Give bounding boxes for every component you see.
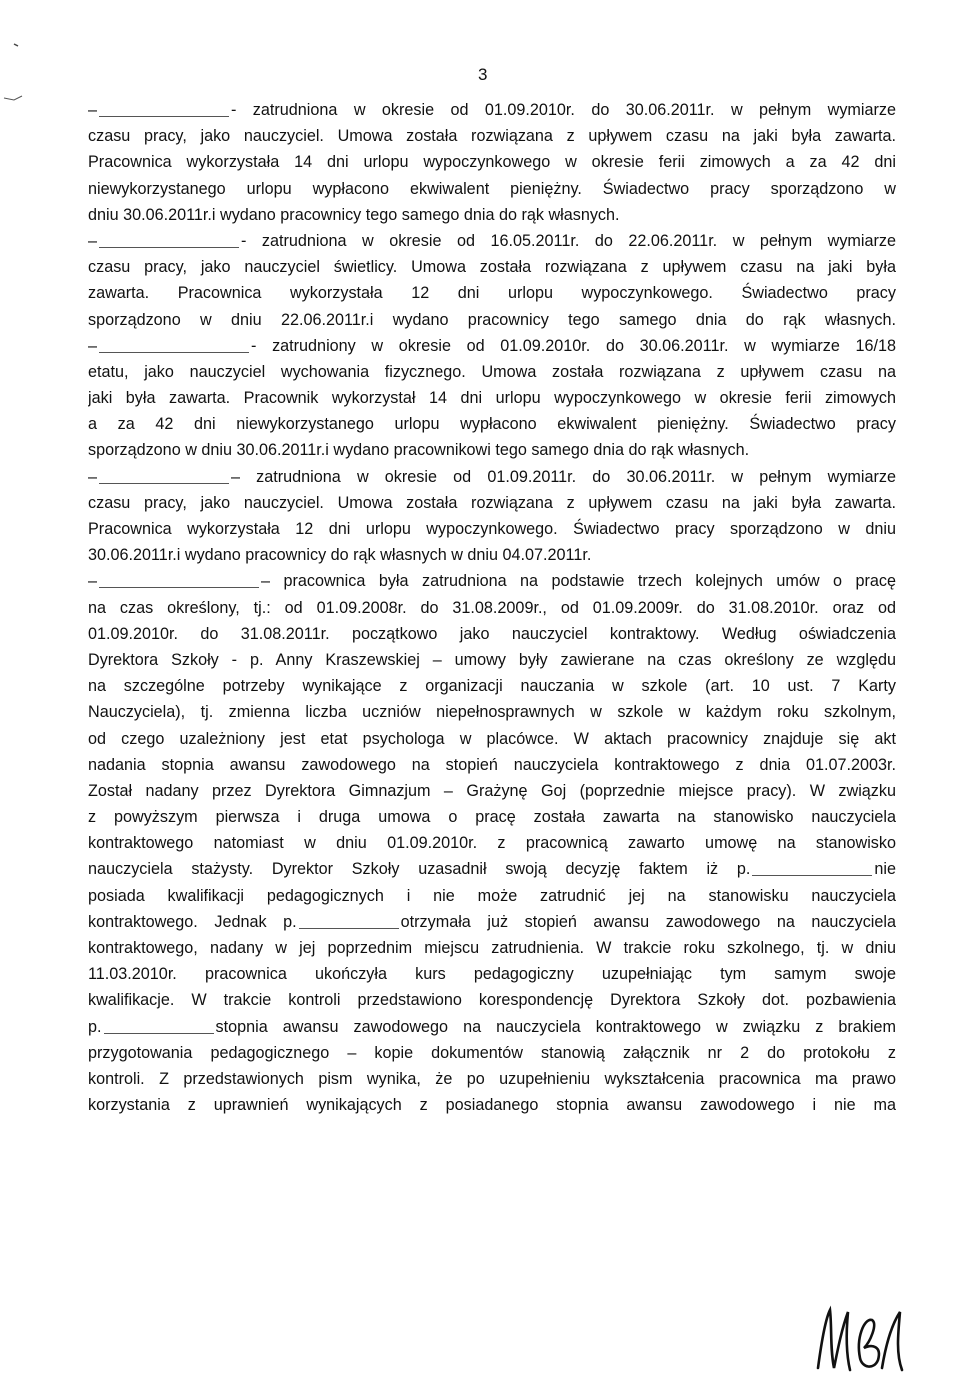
redacted-name [752, 861, 872, 876]
line-text: od czego uzależniony jest etat psychologa w placówce. W aktach pracownicy znajduje się akt [88, 729, 896, 748]
text-line [88, 359, 896, 385]
text-line [88, 333, 896, 359]
text-line [88, 699, 896, 725]
line-text: Dyrektora Szkoły - p. Anny Kraszewskiej – umowy były zawierane na czas określony ze względu [88, 650, 896, 669]
line-prefix: – [88, 336, 98, 355]
text-line [88, 149, 896, 175]
text-line [88, 726, 896, 752]
redacted-name [99, 573, 259, 588]
line-prefix: – [88, 101, 98, 119]
line-text: dniu 30.06.2011r.i wydano pracownicy tego samego dnia do rąk własnych. [88, 205, 620, 224]
line-text: 01.09.2010r. do 31.08.2011r. początkowo jako nauczyciel kontraktowy. Według oświadczenia [88, 624, 896, 643]
line-text: 30.06.2011r.i wydano pracownicy do rąk własnych w dniu 04.07.2011r. [88, 546, 592, 565]
line-text: czasu pracy, jako nauczyciel. Umowa została rozwiązana z upływem czasu na jaki była zawarta. [88, 127, 896, 146]
line-text: kontraktowego natomiast w dniu 01.09.2010r. z pracownicą zawarto umowę na stanowisko [88, 834, 896, 853]
handwritten-initials [812, 1298, 912, 1378]
text-line [88, 437, 896, 463]
line-text: czasu pracy, jako nauczyciel świetlicy. Umowa została rozwiązana z upływem czasu na jaki była [88, 258, 896, 277]
text-line [88, 202, 896, 228]
line-text: nie [874, 860, 896, 879]
line-text: sporządzono w dniu 30.06.2011r.i wydano pracownikowi tego samego dnia do rąk własnych. [88, 441, 750, 460]
line-text: Pracownica wykorzystała 12 dni urlopu wypoczynkowego. Świadectwo pracy sporządzono w dniu [88, 520, 896, 538]
redacted-name [99, 233, 239, 248]
line-text: Nauczyciela), tj. zmienna liczba uczniów niepełnosprawnych w szkole w każdym roku szkolnym, [88, 703, 896, 722]
page-number: 3 [478, 65, 488, 84]
line-text: na szczególne potrzeby wynikające z organizacji nauczania w szkole (art. 10 ust. 7 Karty [88, 677, 896, 696]
line-prefix: – [88, 467, 98, 486]
text-line [88, 595, 896, 621]
line-text: - zatrudniona w okresie od 16.05.2011r. do 22.06.2011r. w pełnym wymiarze [241, 231, 896, 250]
line-text: – pracownica była zatrudniona na podstawie trzech kolejnych umów o pracę [261, 572, 896, 591]
line-prefix: p. [88, 1017, 102, 1036]
redacted-name [99, 338, 249, 353]
redacted-name [99, 102, 229, 117]
text-line [88, 647, 896, 673]
line-text: niewykorzystanego urlopu wypłacono ekwiwalent pieniężny. Świadectwo pracy sporządzono w [88, 179, 896, 198]
line-text: – zatrudniona w okresie od 01.09.2011r. do 30.06.2011r. w pełnym wymiarze [231, 467, 896, 486]
line-text: Został nadany przez Dyrektora Gimnazjum – Grażynę Goj (poprzednie miejsce pracy). W związku [88, 781, 896, 800]
line-text: czasu pracy, jako nauczyciel. Umowa została rozwiązana z upływem czasu na jaki była zawarta. [88, 493, 896, 512]
text-line [88, 778, 896, 804]
line-text: zawarta. Pracownica wykorzystała 12 dni urlopu wypoczynkowego. Świadectwo pracy [88, 284, 896, 303]
line-prefix: kontraktowego. Jednak p. [88, 912, 297, 931]
line-prefix: nauczyciela stażysty. Dyrektor Szkoły uzasadnił swoją decyzję faktem iż p. [88, 860, 751, 879]
line-text: kwalifikacje. W trakcie kontroli przedstawiono korespondencję Dyrektora Szkoły dot. pozbawienia [88, 991, 896, 1010]
text-line [88, 516, 896, 542]
body-text [88, 97, 896, 1118]
text-line [88, 411, 896, 437]
line-text: a za 42 dni niewykorzystanego urlopu wypłacono ekwiwalent pieniężny. Świadectwo pracy [88, 415, 896, 434]
text-line [88, 1092, 896, 1118]
redacted-name [104, 1019, 214, 1034]
text-line [88, 1066, 896, 1092]
text-line [88, 804, 896, 830]
text-line [88, 307, 896, 333]
line-text: Pracownica wykorzystała 14 dni urlopu wypoczynkowego w okresie ferii zimowych a za 42 dni [88, 153, 896, 172]
text-line [88, 542, 896, 568]
line-text: 11.03.2010r. pracownica ukończyła kurs pedagogiczny uzupełniając tym samym swoje [88, 965, 896, 984]
line-prefix: – [88, 572, 98, 591]
text-line [88, 987, 896, 1013]
text-line [88, 385, 896, 411]
redacted-name [99, 469, 229, 484]
text-line [88, 621, 896, 647]
line-text: jaki była zawarta. Pracownik wykorzystał 14 dni urlopu wypoczynkowego w okresie ferii zimowych [88, 389, 896, 408]
text-line [88, 123, 896, 149]
text-line [88, 883, 896, 909]
redacted-name [299, 914, 399, 929]
line-text: kontroli. Z przedstawionych pism wynika, że po uzupełnieniu wykształcenia pracownica ma prawo [88, 1069, 896, 1088]
line-text: stopnia awansu zawodowego na nauczyciela kontraktowego w związku z brakiem [215, 1017, 896, 1036]
line-text: sporządzono w dniu 22.06.2011r.i wydano pracownicy tego samego dnia do rąk własnych. [88, 310, 896, 329]
text-line [88, 176, 896, 202]
text-line [88, 464, 896, 490]
line-prefix: – [88, 231, 98, 250]
line-text: - zatrudniony w okresie od 01.09.2010r. do 30.06.2011r. w wymiarze 16/18 [251, 336, 896, 355]
text-line [88, 280, 896, 306]
line-text: kontraktowego, nadany w jej poprzednim miejscu zatrudnienia. W trakcie roku szkolnego, tj. w dniu [88, 939, 896, 957]
text-line [88, 673, 896, 699]
text-line [88, 97, 896, 123]
text-line [88, 228, 896, 254]
line-text: na czas określony, tj.: od 01.09.2008r. do 31.08.2009r., od 01.09.2009r. do 31.08.2010r. oraz od [88, 598, 896, 617]
line-text: etatu, jako nauczyciel wychowania fizycznego. Umowa została rozwiązana z upływem czasu na [88, 362, 896, 381]
line-text: korzystania z uprawnień wynikających z posiadanego stopnia awansu zawodowego i nie ma [88, 1096, 896, 1115]
text-line [88, 490, 896, 516]
text-line [88, 568, 896, 594]
text-line [88, 909, 896, 935]
line-text: otrzymała już stopień awansu zawodowego na nauczyciela [400, 912, 896, 931]
text-line [88, 961, 896, 987]
text-line [88, 935, 896, 961]
text-line [88, 1014, 896, 1040]
line-text: z powyższym pierwsza i druga umowa o pracę została zawarta na stanowisko nauczyciela [88, 808, 896, 827]
line-text: - zatrudniona w okresie od 01.09.2010r. do 30.06.2011r. w pełnym wymiarze [231, 101, 896, 119]
line-text: przygotowania pedagogicznego – kopie dokumentów stanowią załącznik nr 2 do protokołu z [88, 1043, 896, 1062]
text-line [88, 752, 896, 778]
text-line [88, 856, 896, 882]
text-line [88, 830, 896, 856]
text-line [88, 254, 896, 280]
line-text: nadania stopnia awansu zawodowego na stopień nauczyciela kontraktowego z dnia 01.07.2003r. [88, 755, 896, 774]
line-text: posiada kwalifikacji pedagogicznych i nie może zatrudnić jej na stanowisku nauczyciela [88, 886, 896, 905]
text-line [88, 1040, 896, 1066]
